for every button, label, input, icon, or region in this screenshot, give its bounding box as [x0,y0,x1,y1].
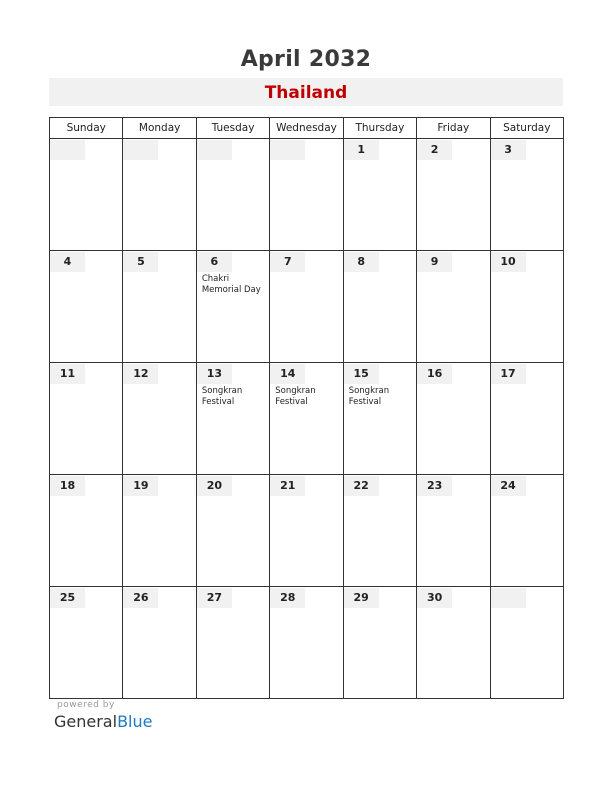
calendar-week-row [50,363,564,475]
calendar-day-cell[interactable] [50,139,123,251]
day-number: 28 [270,588,305,608]
day-number: 18 [50,476,85,496]
day-number: 3 [491,140,526,160]
calendar-day-cell[interactable] [343,251,416,363]
day-number-blank [491,588,526,608]
calendar-day-cell[interactable] [196,251,269,363]
holiday-label: Chakri Memorial Day [201,274,261,295]
calendar-day-cell[interactable] [270,251,343,363]
calendar-week-row [50,251,564,363]
weekday-thursday: Thursday [343,118,416,139]
day-number: 23 [417,476,452,496]
weekday-saturday: Saturday [490,118,563,139]
day-number: 19 [123,476,158,496]
calendar-day-cell[interactable] [123,251,196,363]
day-number: 17 [491,364,526,384]
calendar-day-cell[interactable] [417,475,490,587]
weekday-header-row [50,118,564,139]
calendar-day-cell[interactable] [490,251,563,363]
day-number: 5 [123,252,158,272]
day-number: 9 [417,252,452,272]
calendar-day-cell[interactable] [270,363,343,475]
day-number: 21 [270,476,305,496]
calendar-day-cell[interactable] [196,587,269,699]
calendar-day-cell[interactable] [343,587,416,699]
day-number: 26 [123,588,158,608]
day-number-blank [270,140,305,160]
holiday-label: Songkran Festival [275,386,316,407]
calendar-day-cell[interactable] [50,475,123,587]
day-number: 22 [344,476,379,496]
day-number: 7 [270,252,305,272]
day-number: 15 [344,364,379,384]
day-number: 29 [344,588,379,608]
calendar-day-cell[interactable] [123,363,196,475]
day-number: 16 [417,364,452,384]
calendar-day-cell[interactable] [417,363,490,475]
calendar-grid [49,117,564,699]
day-number-blank [197,140,232,160]
day-number-blank [50,140,85,160]
day-number: 30 [417,588,452,608]
weekday-sunday: Sunday [50,118,123,139]
calendar-day-cell[interactable] [50,587,123,699]
weekday-friday: Friday [417,118,490,139]
calendar-day-cell[interactable] [123,475,196,587]
day-number: 12 [123,364,158,384]
calendar-day-cell[interactable] [123,587,196,699]
weekday-tuesday: Tuesday [196,118,269,139]
page-title: April 2032 [240,47,372,72]
day-number: 4 [50,252,85,272]
day-number-blank [123,140,158,160]
calendar-day-cell[interactable] [417,251,490,363]
calendar-day-cell[interactable] [490,475,563,587]
calendar-week-row [50,139,564,251]
day-number: 8 [344,252,379,272]
weekday-wednesday: Wednesday [270,118,343,139]
calendar-day-cell[interactable] [50,251,123,363]
calendar-day-cell[interactable] [123,139,196,251]
calendar-day-cell[interactable] [490,139,563,251]
calendar-day-cell[interactable] [490,587,563,699]
day-number: 6 [197,252,232,272]
calendar-day-cell[interactable] [196,139,269,251]
calendar-day-cell[interactable] [50,363,123,475]
day-number: 14 [270,364,305,384]
generalblue-logo[interactable] [54,712,152,731]
country-name: Thailand [264,83,348,103]
day-number: 2 [417,140,452,160]
day-number: 10 [491,252,526,272]
calendar-day-cell[interactable] [417,139,490,251]
day-number: 24 [491,476,526,496]
calendar-day-cell[interactable] [343,363,416,475]
calendar-day-cell[interactable] [196,363,269,475]
calendar-day-cell[interactable] [343,475,416,587]
day-number: 1 [344,140,379,160]
brand-general-text: General [54,712,118,731]
calendar-day-cell[interactable] [270,587,343,699]
calendar-week-row [50,587,564,699]
calendar-day-cell[interactable] [417,587,490,699]
day-number: 27 [197,588,232,608]
brand-blue-text: Blue [117,712,153,731]
day-number: 11 [50,364,85,384]
powered-by-label: powered by [57,700,115,710]
holiday-label: Songkran Festival [201,386,243,407]
day-number: 20 [197,476,232,496]
calendar-day-cell[interactable] [196,475,269,587]
calendar-day-cell[interactable] [270,475,343,587]
holiday-label: Songkran Festival [348,386,390,407]
calendar-day-cell[interactable] [490,363,563,475]
country-banner [49,78,563,106]
day-number: 13 [197,364,232,384]
weekday-monday: Monday [123,118,196,139]
day-number: 25 [50,588,85,608]
calendar-day-cell[interactable] [343,139,416,251]
calendar-week-row [50,475,564,587]
calendar-day-cell[interactable] [270,139,343,251]
